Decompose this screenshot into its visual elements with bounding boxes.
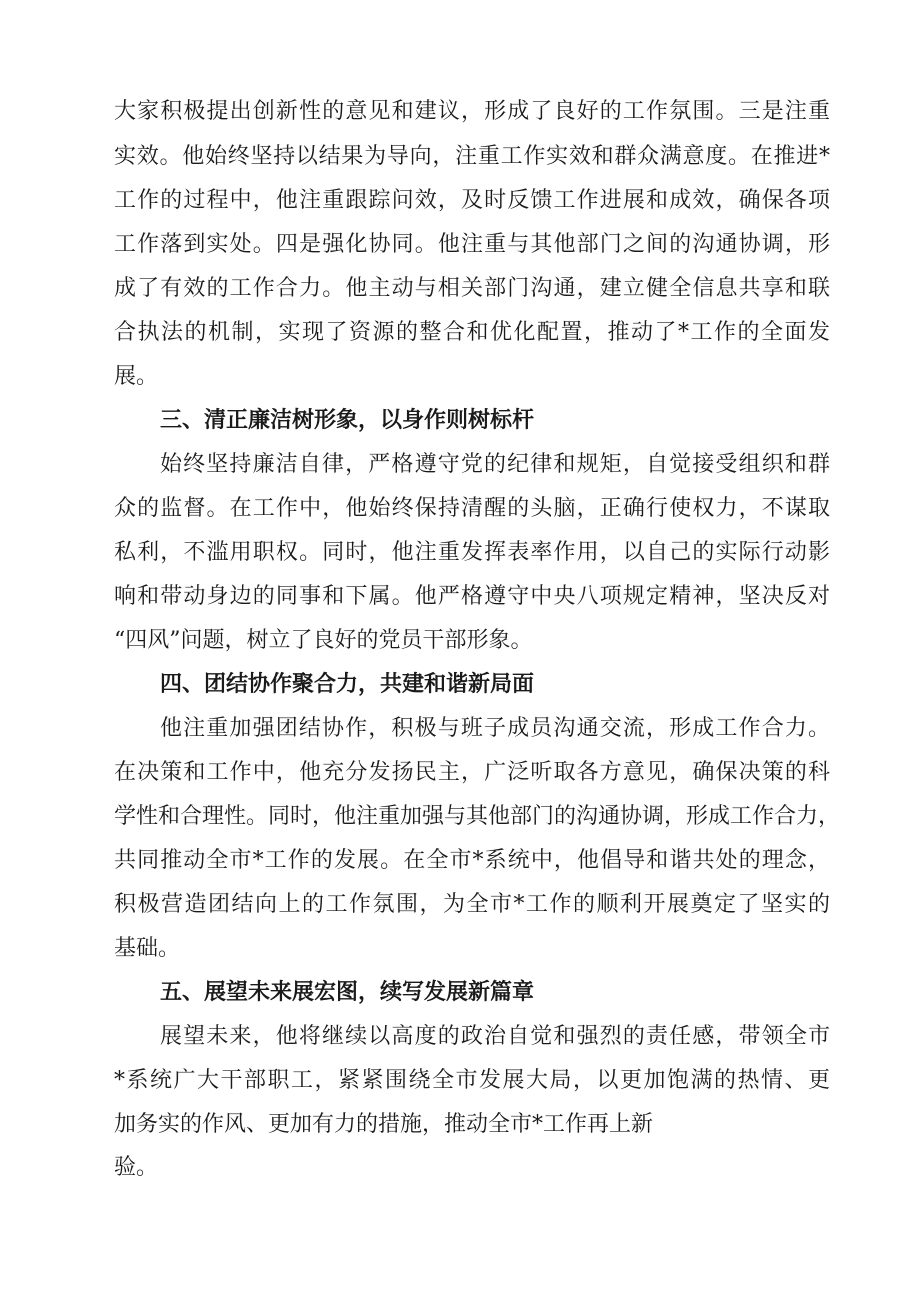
- paragraph-line: 工作的过程中，他注重跟踪问效，及时反馈工作进展和成效，确保各项: [114, 188, 830, 213]
- paragraph-line: 大家积极提出创新性的意见和建议，形成了良好的工作氛围。三是注重: [114, 99, 830, 124]
- section-heading-5: 五、展望未来展宏图，续写发展新篇章: [160, 980, 535, 1005]
- paragraph-line: 私利，不滥用职权。同时，他注重发挥表率作用，以自己的实际行动影: [114, 540, 830, 565]
- paragraph-line: 验。: [114, 1155, 159, 1180]
- paragraph-line: 积极营造团结向上的工作氛围，为全市*工作的顺利开展奠定了坚实的: [114, 892, 830, 917]
- paragraph-line: “四风”问题，树立了良好的党员干部形象。: [114, 628, 533, 653]
- paragraph-line: 他注重加强团结协作，积极与班子成员沟通交流，形成工作合力。: [160, 716, 830, 741]
- paragraph-line: *系统广大干部职工，紧紧围绕全市发展大局，以更加饱满的热情、更: [114, 1068, 830, 1093]
- paragraph-line: 响和带动身边的同事和下属。他严格遵守中央八项规定精神，坚决反对: [114, 584, 830, 609]
- paragraph-line: 展。: [114, 364, 159, 389]
- section-heading-4: 四、团结协作聚合力，共建和谐新局面: [160, 672, 535, 697]
- paragraph-line: 学性和合理性。同时，他注重加强与其他部门的沟通协调，形成工作合力，: [114, 804, 841, 829]
- paragraph-line: 始终坚持廉洁自律，严格遵守党的纪律和规矩，自觉接受组织和群: [160, 452, 830, 477]
- paragraph-line: 展望未来，他将继续以高度的政治自觉和强烈的责任感，带领全市: [160, 1024, 830, 1049]
- section-heading-3: 三、清正廉洁树形象，以身作则树标杆: [160, 408, 535, 433]
- paragraph-line: 在决策和工作中，他充分发扬民主，广泛听取各方意见，确保决策的科: [114, 760, 830, 785]
- paragraph-line: 成了有效的工作合力。他主动与相关部门沟通，建立健全信息共享和联: [114, 276, 830, 301]
- paragraph-line: 众的监督。在工作中，他始终保持清醒的头脑，正确行使权力，不谋取: [114, 496, 830, 521]
- paragraph-line: 合执法的机制，实现了资源的整合和优化配置，推动了*工作的全面发: [114, 320, 830, 345]
- paragraph-line: 工作落到实处。四是强化协同。他注重与其他部门之间的沟通协调，形: [114, 232, 830, 257]
- paragraph-line: 共同推动全市*工作的发展。在全市*系统中，他倡导和谐共处的理念，: [114, 848, 830, 873]
- paragraph-line: 实效。他始终坚持以结果为导向，注重工作实效和群众满意度。在推进*: [114, 144, 830, 169]
- paragraph-line: 基础。: [114, 936, 181, 961]
- paragraph-line: 加务实的作风、更加有力的措施，推动全市*工作再上新: [114, 1112, 654, 1137]
